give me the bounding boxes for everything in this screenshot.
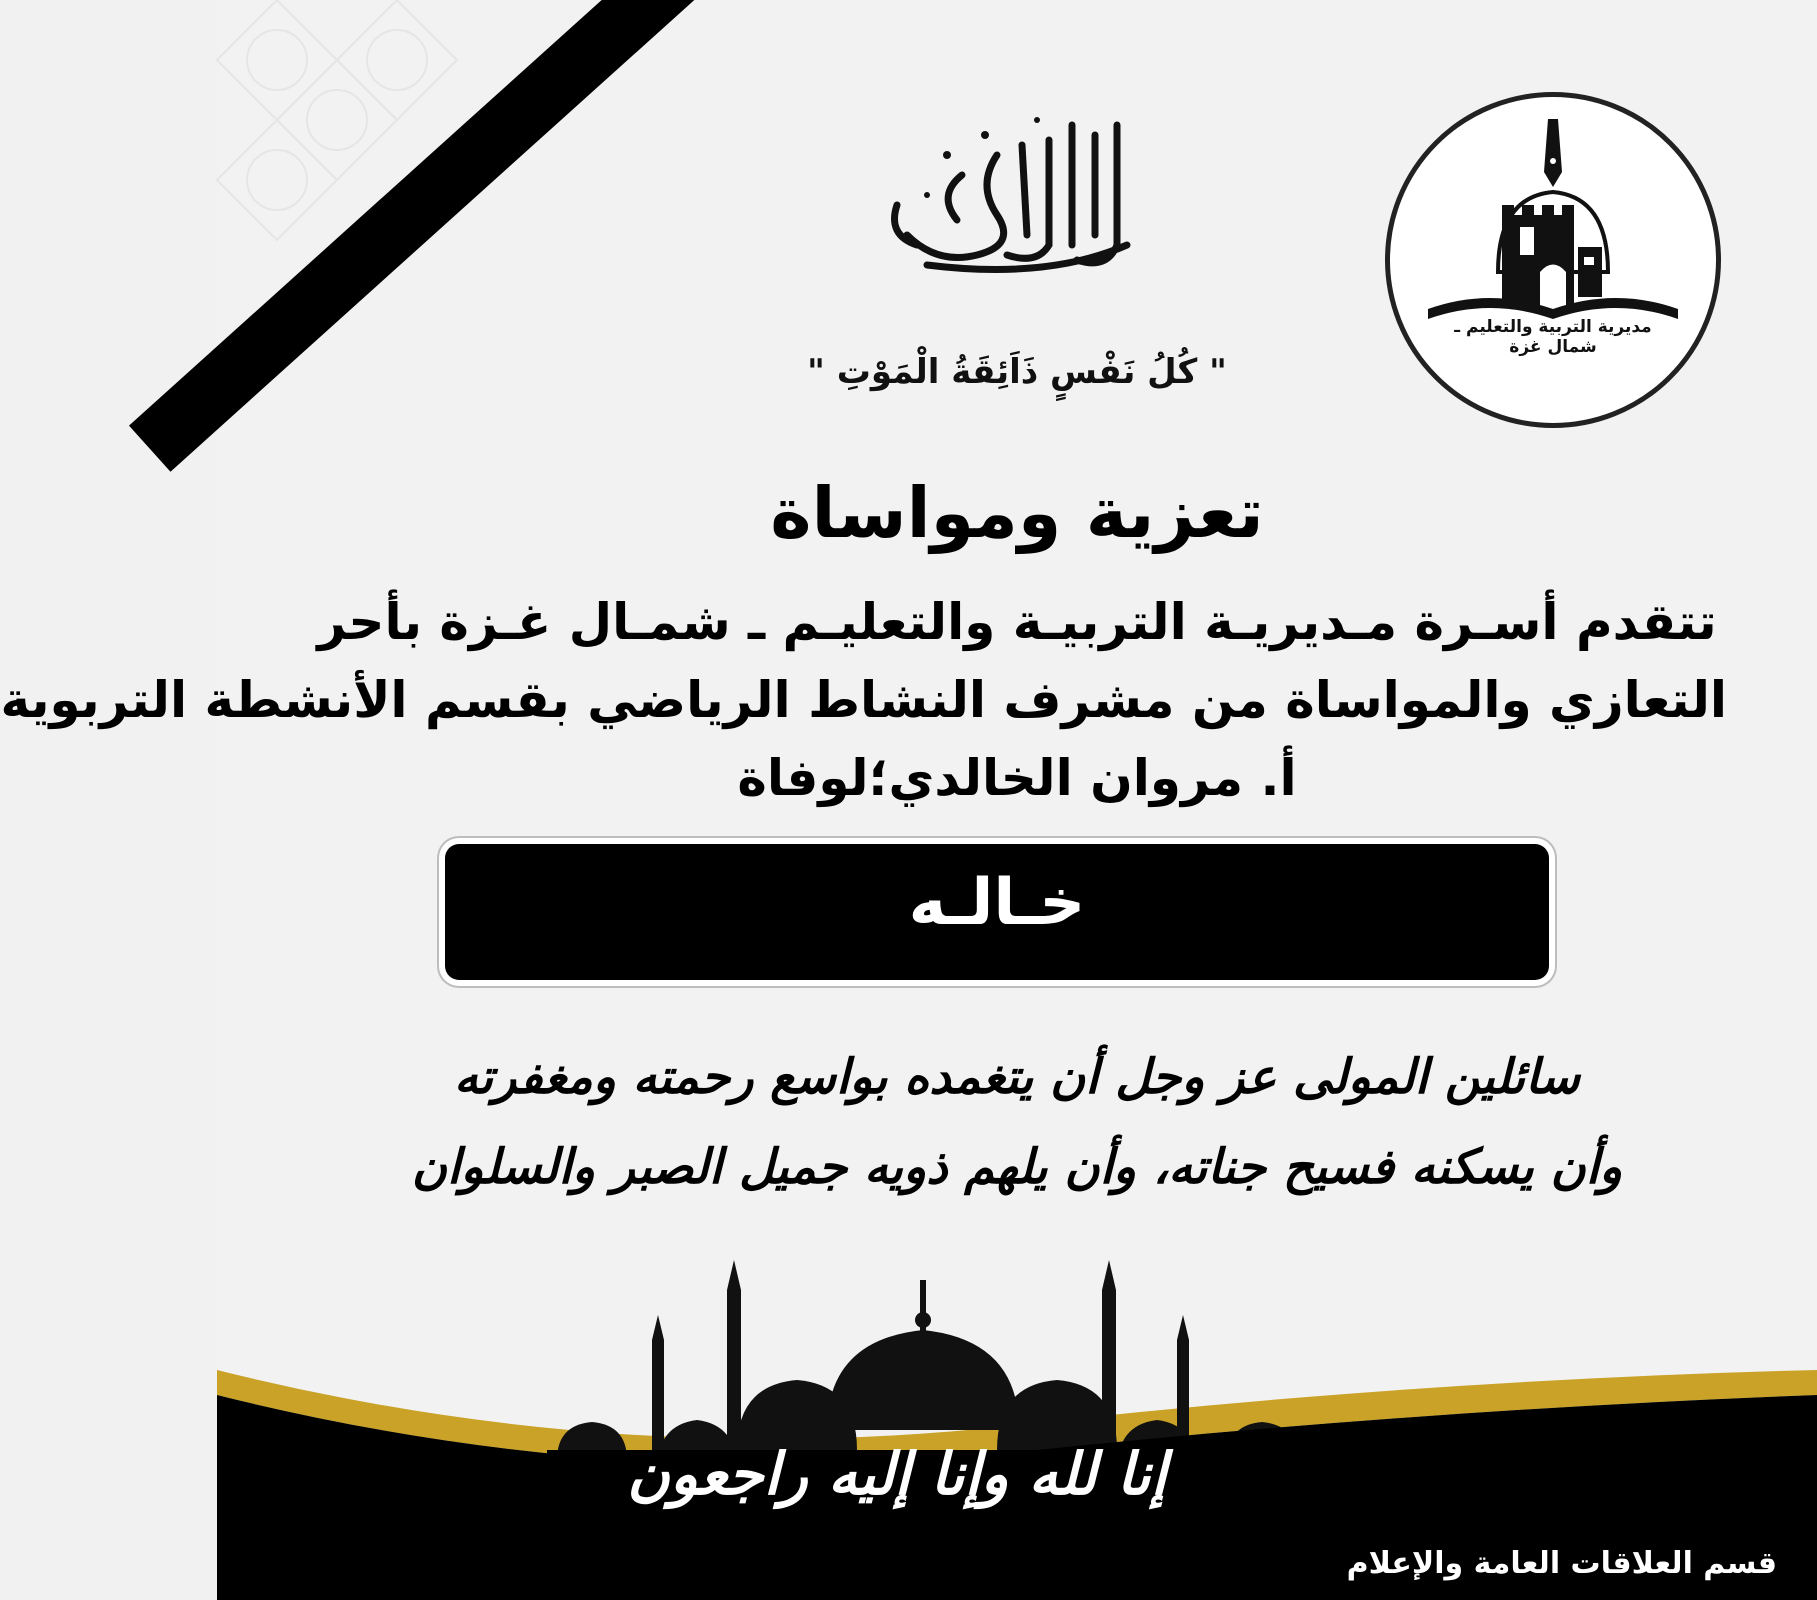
announcement-body bbox=[0, 583, 1727, 817]
mosque-silhouette-icon bbox=[217, 1220, 1817, 1600]
logo-caption: مديرية التربية والتعليم ـ شمال غزة bbox=[1454, 317, 1652, 357]
prayer-line: سائلين المولى عز وجل أن يتغمده بواسع رحمته ومغفرته bbox=[454, 1049, 1580, 1105]
announcement-line: تتقدم أسـرة مـديريـة التربيـة والتعليـم ـ شمـال غـزة بأحر bbox=[317, 593, 1717, 651]
relation-banner bbox=[445, 844, 1549, 980]
quran-verse: " كُلُ نَفْسٍ ذَاَئِقَةُ الْمَوْتِ " bbox=[807, 352, 1227, 392]
basmala-calligraphy-icon bbox=[867, 95, 1167, 285]
prayer-text bbox=[277, 1032, 1757, 1212]
card-title: تعزية ومواساة bbox=[770, 472, 1264, 554]
department-signature: قسم العلاقات العامة والإعلام bbox=[1346, 1546, 1777, 1581]
announcement-line: التعازي والمواساة من مشرف النشاط الرياضي بقسم الأنشطة التربوية bbox=[0, 671, 1727, 729]
inna-lillah-calligraphy: إنا لله وإنا إليه راجعون bbox=[627, 1440, 1167, 1508]
prayer-line: وأن يسكنه فسيح جناته، وأن يلهم ذويه جميل الصبر والسلوان bbox=[411, 1139, 1623, 1195]
announcement-line: أ. مروان الخالدي؛لوفاة bbox=[737, 749, 1297, 807]
relation-text: خـالـه bbox=[908, 866, 1086, 940]
basmala-calligraphy bbox=[867, 95, 1167, 285]
